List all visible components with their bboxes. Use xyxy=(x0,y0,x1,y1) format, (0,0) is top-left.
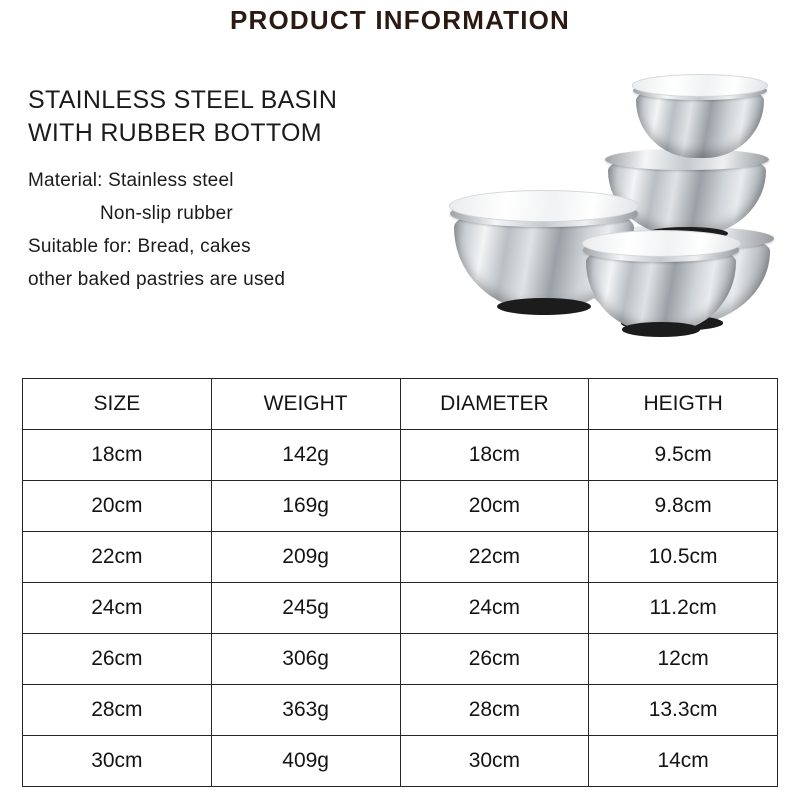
column-header-heigth: HEIGTH xyxy=(589,379,778,430)
cell-size: 18cm xyxy=(23,430,212,481)
spec-material: Material: Stainless steel xyxy=(28,170,234,191)
cell-weight: 306g xyxy=(211,634,400,685)
cell-diameter: 28cm xyxy=(400,685,589,736)
cell-heigth: 9.5cm xyxy=(589,430,778,481)
cell-heigth: 9.8cm xyxy=(589,481,778,532)
cell-diameter: 20cm xyxy=(400,481,589,532)
cell-diameter: 24cm xyxy=(400,583,589,634)
specification-table xyxy=(22,378,778,787)
cell-weight: 363g xyxy=(211,685,400,736)
cell-weight: 169g xyxy=(211,481,400,532)
cell-size: 30cm xyxy=(23,736,212,787)
product-name xyxy=(28,84,448,150)
product-photo-bowls-set xyxy=(446,74,786,334)
bowl-small-top xyxy=(636,84,764,158)
cell-diameter: 18cm xyxy=(400,430,589,481)
cell-heigth: 14cm xyxy=(589,736,778,787)
cell-size: 24cm xyxy=(23,583,212,634)
cell-diameter: 26cm xyxy=(400,634,589,685)
bowl-front-right xyxy=(586,242,736,332)
column-header-size: SIZE xyxy=(23,379,212,430)
spec-suitable-for-continued: other baked pastries are used xyxy=(28,269,286,290)
table-header-row xyxy=(23,379,778,430)
cell-heigth: 13.3cm xyxy=(589,685,778,736)
cell-diameter: 30cm xyxy=(400,736,589,787)
product-name-line-1: STAINLESS STEEL BASIN xyxy=(28,86,338,114)
cell-diameter: 22cm xyxy=(400,532,589,583)
cell-size: 22cm xyxy=(23,532,212,583)
cell-weight: 245g xyxy=(211,583,400,634)
bowl-rubber-base xyxy=(622,322,700,336)
cell-weight: 142g xyxy=(211,430,400,481)
cell-size: 20cm xyxy=(23,481,212,532)
cell-heigth: 10.5cm xyxy=(589,532,778,583)
bowl-lid xyxy=(449,190,640,222)
spec-suitable-for: Suitable for: Bread, cakes xyxy=(28,236,251,257)
table-row xyxy=(23,481,778,532)
product-summary-section xyxy=(0,36,800,336)
table-row xyxy=(23,583,778,634)
table-row xyxy=(23,430,778,481)
product-text-block xyxy=(28,84,448,296)
column-header-weight: WEIGHT xyxy=(211,379,400,430)
table-row xyxy=(23,685,778,736)
bowl-lid xyxy=(632,74,768,96)
cell-size: 26cm xyxy=(23,634,212,685)
cell-weight: 409g xyxy=(211,736,400,787)
column-header-diameter: DIAMETER xyxy=(400,379,589,430)
cell-weight: 209g xyxy=(211,532,400,583)
cell-size: 28cm xyxy=(23,685,212,736)
cell-heigth: 11.2cm xyxy=(589,583,778,634)
spec-material-secondary: Non-slip rubber xyxy=(100,203,233,224)
page-title: PRODUCT INFORMATION xyxy=(229,5,571,35)
table-row xyxy=(23,634,778,685)
product-name-line-2: WITH RUBBER BOTTOM xyxy=(28,119,322,147)
table-row xyxy=(23,736,778,787)
table-row xyxy=(23,532,778,583)
cell-heigth: 12cm xyxy=(589,634,778,685)
